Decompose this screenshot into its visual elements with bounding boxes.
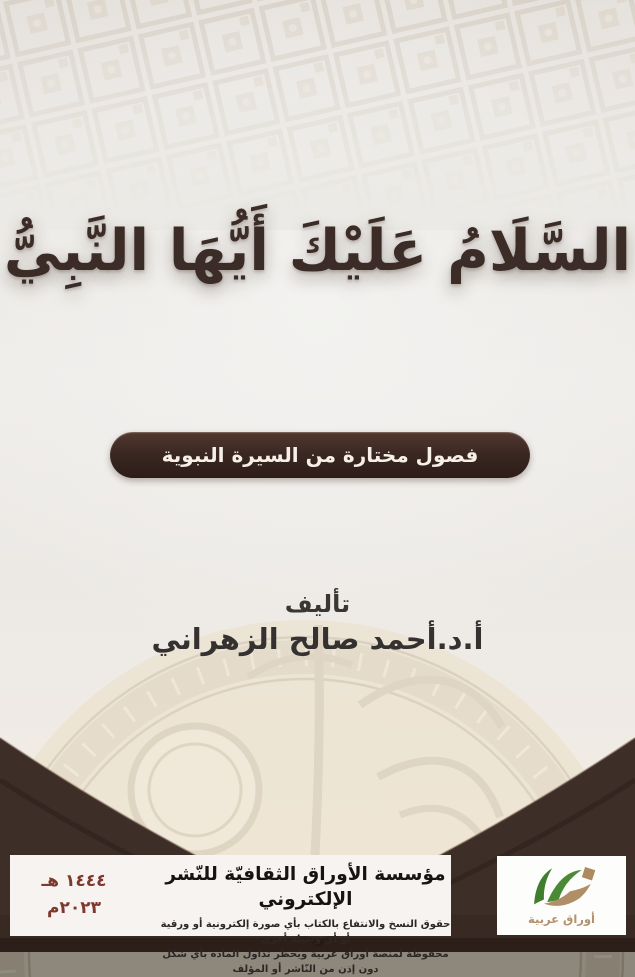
copyright-notice xyxy=(158,917,453,977)
kufic-pattern-icon xyxy=(0,0,635,230)
footer-info-band xyxy=(10,855,451,975)
publication-dates xyxy=(26,868,122,922)
author-name: أ.د.أحمد صالح الزهراني xyxy=(151,622,484,656)
awraq-arabia-logo-icon xyxy=(520,865,604,911)
publisher-name: مؤسسة الأوراق الثقافيّة للنّشر الإلكتروني xyxy=(165,864,446,910)
year-hijri: ١٤٤٤ هـ xyxy=(41,871,107,891)
year-gregorian: ٢٠٢٣م xyxy=(47,898,101,919)
subtitle-badge xyxy=(110,432,530,478)
byline-label: تأليف xyxy=(284,590,351,618)
publisher-logo xyxy=(497,856,626,935)
copyright-line-2: محفوظة لمنصة أوراق عربية ويُحظر تداول المادة بأي شكل دون إذن من النّاشر أو المؤلف xyxy=(162,948,449,975)
page-title: السَّلَامُ عَلَيْكَ أَيُّهَا النَّبِيُّ xyxy=(3,218,632,284)
copyright-line-1: حقوق النسخ والانتفاع بالكتاب بأي صورة إلكترونية أو ورقية أو أي وسيلة أخرى xyxy=(160,918,451,945)
publisher-block xyxy=(158,863,453,977)
logo-wordmark: أوراق عربية xyxy=(528,912,595,926)
subtitle-badge-label: فصول مختارة من السيرة النبوية xyxy=(161,443,479,467)
